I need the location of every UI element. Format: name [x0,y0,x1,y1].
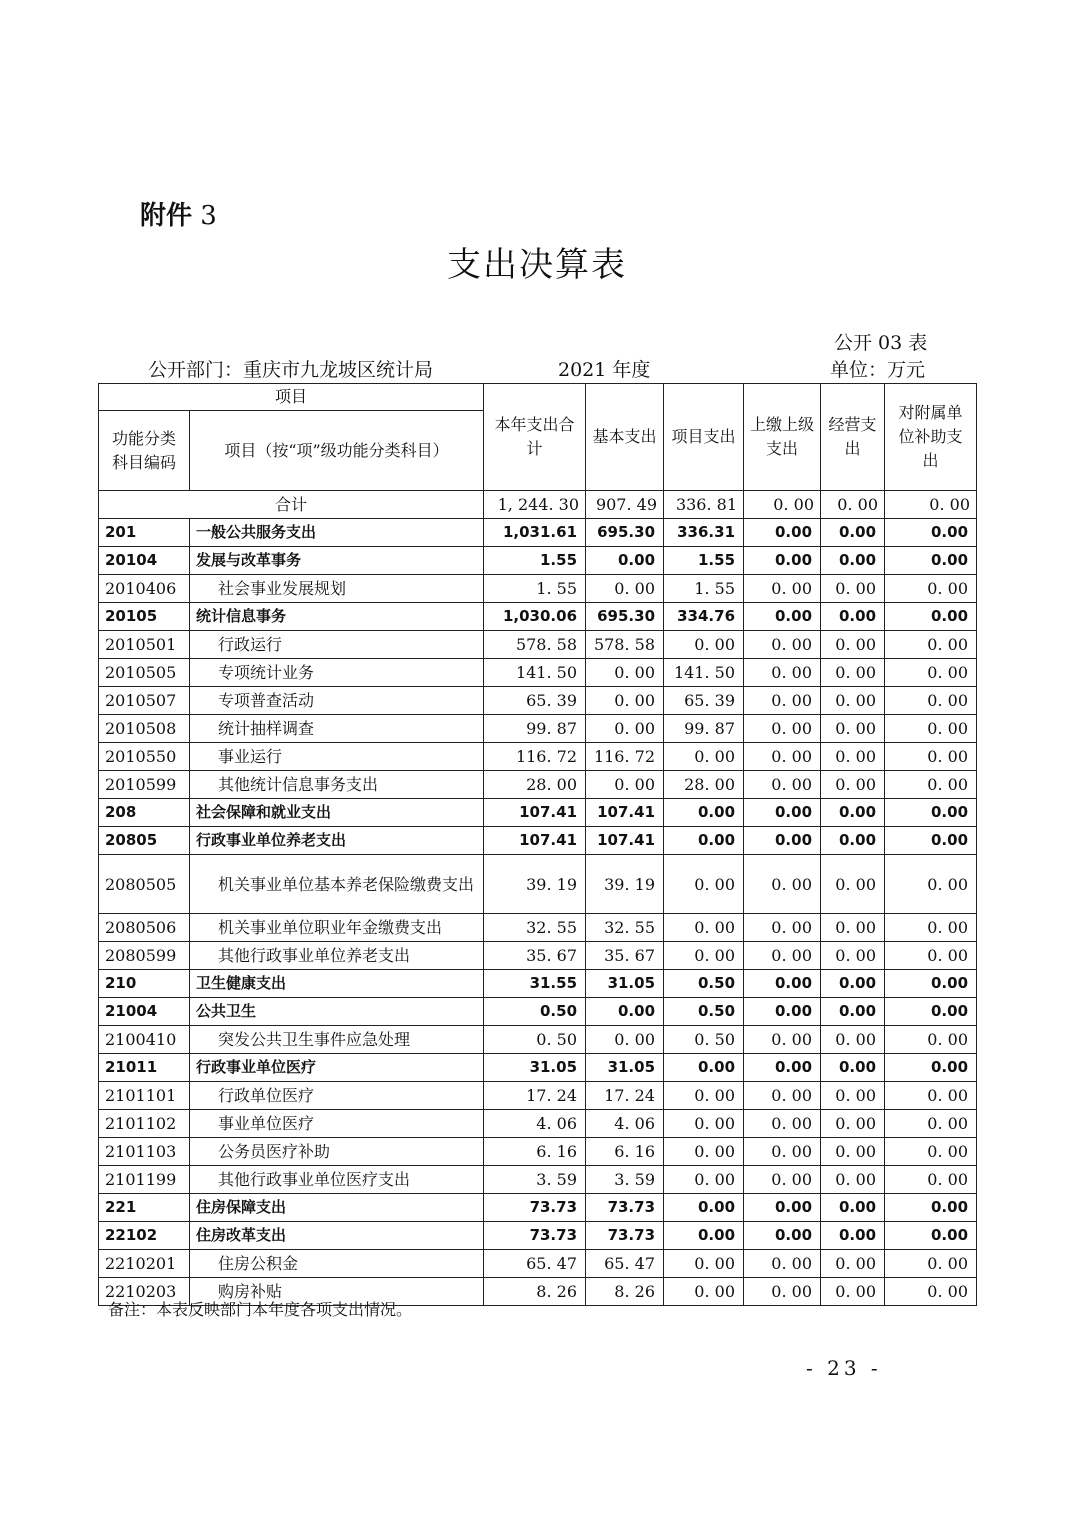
row-value: 0. 00 [885,631,977,659]
row-code: 2101101 [99,1082,190,1110]
table-row [99,1082,977,1110]
row-value: 0.00 [744,547,821,575]
header-subsidiary: 对附属单位补助支出 [885,384,977,491]
row-value: 578. 58 [484,631,586,659]
row-code: 2010406 [99,575,190,603]
row-value: 1,031.61 [484,519,586,547]
row-value: 0. 00 [885,1250,977,1278]
row-value: 0. 00 [821,1166,885,1194]
row-value: 0. 00 [586,771,664,799]
row-name: 社会保障和就业支出 [190,799,484,827]
row-value: 0. 00 [744,1278,821,1306]
row-code: 20805 [99,827,190,855]
row-value: 0.00 [744,519,821,547]
table-row [99,1222,977,1250]
row-value: 1.55 [664,547,744,575]
header-code: 功能分类科目编码 [99,411,190,491]
header-total: 本年支出合计 [484,384,586,491]
attachment-number: 3 [200,201,217,231]
row-value: 0. 00 [664,1082,744,1110]
row-code: 2010550 [99,743,190,771]
row-name: 其他行政事业单位养老支出 [190,942,484,970]
row-code: 2080599 [99,942,190,970]
header-project: 项目支出 [664,384,744,491]
row-value: 0. 00 [744,715,821,743]
row-code: 201 [99,519,190,547]
header-business: 经营支出 [821,384,885,491]
table-row [99,575,977,603]
row-code: 221 [99,1194,190,1222]
row-value: 0. 00 [885,1026,977,1054]
row-value: 0.00 [821,1054,885,1082]
row-name: 专项普查活动 [190,687,484,715]
row-value: 73.73 [586,1194,664,1222]
row-value: 0. 00 [744,914,821,942]
row-value: 0. 00 [586,687,664,715]
row-value: 0.00 [885,603,977,631]
table-row [99,659,977,687]
row-value: 0.00 [821,603,885,631]
row-name: 事业单位医疗 [190,1110,484,1138]
row-value: 73.73 [484,1222,586,1250]
table-row [99,942,977,970]
row-value: 0. 50 [664,1026,744,1054]
row-value: 0. 00 [885,687,977,715]
row-name: 社会事业发展规划 [190,575,484,603]
year-label: 2021 年度 [558,359,651,381]
table-row [99,827,977,855]
total-cell: 0. 00 [885,491,977,519]
row-name: 公共卫生 [190,998,484,1026]
row-value: 8. 26 [484,1278,586,1306]
row-value: 0.00 [744,1222,821,1250]
row-value: 0.00 [744,1054,821,1082]
row-value: 0.00 [885,998,977,1026]
row-value: 0. 00 [885,1166,977,1194]
row-value: 0. 00 [821,1110,885,1138]
row-name: 购房补贴 [190,1278,484,1306]
row-value: 0.00 [744,970,821,998]
row-name: 其他行政事业单位医疗支出 [190,1166,484,1194]
row-value: 0. 00 [586,575,664,603]
table-row [99,715,977,743]
row-value: 0. 50 [484,1026,586,1054]
row-value: 6. 16 [484,1138,586,1166]
row-value: 0.50 [664,970,744,998]
row-value: 28. 00 [664,771,744,799]
attachment-label [140,195,217,232]
row-code: 2010508 [99,715,190,743]
row-value: 1. 55 [664,575,744,603]
total-cell: 0. 00 [744,491,821,519]
row-value: 0. 00 [744,1138,821,1166]
expenditure-table [98,383,977,1306]
row-code: 2100410 [99,1026,190,1054]
row-value: 334.76 [664,603,744,631]
row-value: 0. 00 [885,715,977,743]
row-value: 0.00 [885,799,977,827]
row-value: 0. 00 [744,942,821,970]
row-value: 0. 00 [664,1138,744,1166]
row-value: 0.00 [821,519,885,547]
row-value: 65. 39 [484,687,586,715]
row-name: 发展与改革事务 [190,547,484,575]
row-value: 0. 00 [885,771,977,799]
row-code: 21004 [99,998,190,1026]
row-code: 2101102 [99,1110,190,1138]
row-value: 0.00 [664,827,744,855]
row-value: 116. 72 [484,743,586,771]
row-code: 21011 [99,1054,190,1082]
row-value: 0. 00 [744,659,821,687]
row-value: 31.55 [484,970,586,998]
row-value: 0.00 [885,827,977,855]
row-value: 0. 00 [885,1082,977,1110]
footnote: 备注：本表反映部门本年度各项支出情况。 [108,1300,413,1319]
row-value: 6. 16 [586,1138,664,1166]
table-row [99,1026,977,1054]
row-code: 208 [99,799,190,827]
row-name: 公务员医疗补助 [190,1138,484,1166]
row-value: 0.00 [821,1222,885,1250]
table-row [99,799,977,827]
row-code: 2010507 [99,687,190,715]
table-row [99,1194,977,1222]
row-value: 8. 26 [586,1278,664,1306]
row-value: 32. 55 [586,914,664,942]
table-row [99,1054,977,1082]
row-value: 0.00 [821,970,885,998]
row-value: 0. 00 [744,743,821,771]
row-value: 32. 55 [484,914,586,942]
table-number: 公开 03 表 [834,332,928,354]
row-value: 0. 00 [744,575,821,603]
row-value: 0. 00 [821,1250,885,1278]
row-value: 0. 00 [821,771,885,799]
row-name: 统计抽样调查 [190,715,484,743]
row-value: 0. 00 [821,687,885,715]
row-name: 住房改革支出 [190,1222,484,1250]
unit-label: 单位：万元 [830,359,926,381]
row-value: 0.00 [744,603,821,631]
table-row [99,603,977,631]
row-value: 35. 67 [484,942,586,970]
row-value: 0. 00 [744,687,821,715]
row-value: 31.05 [484,1054,586,1082]
row-value: 0. 00 [664,914,744,942]
row-value: 0. 00 [821,1278,885,1306]
header-name: 项目（按“项”级功能分类科目） [190,411,484,491]
row-value: 35. 67 [586,942,664,970]
row-name: 行政单位医疗 [190,1082,484,1110]
row-value: 0. 00 [744,771,821,799]
row-value: 0.00 [744,998,821,1026]
row-value: 0. 00 [821,1026,885,1054]
row-code: 20105 [99,603,190,631]
row-value: 4. 06 [586,1110,664,1138]
table-row [99,631,977,659]
row-value: 0. 00 [885,942,977,970]
row-value: 0.00 [664,1222,744,1250]
table-row [99,743,977,771]
row-value: 31.05 [586,970,664,998]
total-cell: 907. 49 [586,491,664,519]
row-value: 107.41 [484,799,586,827]
row-value: 0. 00 [821,855,885,914]
row-value: 0.00 [885,547,977,575]
row-value: 28. 00 [484,771,586,799]
row-value: 99. 87 [484,715,586,743]
row-value: 3. 59 [484,1166,586,1194]
table-row [99,914,977,942]
row-value: 0. 00 [821,914,885,942]
row-name: 行政事业单位养老支出 [190,827,484,855]
row-value: 65. 47 [586,1250,664,1278]
row-value: 0.00 [821,998,885,1026]
row-name: 行政事业单位医疗 [190,1054,484,1082]
row-value: 0. 00 [664,1166,744,1194]
row-code: 2010599 [99,771,190,799]
row-name: 突发公共卫生事件应急处理 [190,1026,484,1054]
row-name: 事业运行 [190,743,484,771]
row-value: 0. 00 [664,855,744,914]
row-value: 0. 00 [586,1026,664,1054]
row-name: 专项统计业务 [190,659,484,687]
row-value: 0. 00 [664,1110,744,1138]
row-value: 65. 39 [664,687,744,715]
table-row [99,687,977,715]
row-value: 65. 47 [484,1250,586,1278]
row-name: 行政运行 [190,631,484,659]
header-basic: 基本支出 [586,384,664,491]
row-value: 0. 00 [664,942,744,970]
row-value: 0. 00 [885,575,977,603]
row-value: 0.00 [885,1222,977,1250]
row-value: 0. 00 [885,914,977,942]
row-code: 22102 [99,1222,190,1250]
row-value: 0. 00 [821,715,885,743]
row-value: 0. 00 [821,1138,885,1166]
row-value: 0. 00 [744,631,821,659]
row-value: 17. 24 [484,1082,586,1110]
header-item-group: 项目 [99,384,484,411]
row-value: 3. 59 [586,1166,664,1194]
row-value: 0. 00 [744,1166,821,1194]
total-cell: 336. 81 [664,491,744,519]
row-name: 其他统计信息事务支出 [190,771,484,799]
row-code: 2101103 [99,1138,190,1166]
table-row [99,771,977,799]
row-value: 0.00 [744,1194,821,1222]
row-code: 2210201 [99,1250,190,1278]
row-value: 0.00 [885,1194,977,1222]
page-number: - 23 - [806,1356,882,1380]
row-value: 0. 00 [664,1278,744,1306]
row-value: 0. 00 [664,631,744,659]
table-row [99,1138,977,1166]
row-value: 99. 87 [664,715,744,743]
row-name: 一般公共服务支出 [190,519,484,547]
row-value: 0.00 [821,827,885,855]
table-row [99,1110,977,1138]
row-code: 2080505 [99,855,190,914]
row-value: 0. 00 [885,659,977,687]
row-value: 0. 00 [821,942,885,970]
row-value: 1,030.06 [484,603,586,631]
row-value: 0.00 [821,547,885,575]
row-name: 住房公积金 [190,1250,484,1278]
table-row [99,998,977,1026]
row-value: 0. 00 [885,1278,977,1306]
total-cell: 1, 244. 30 [484,491,586,519]
row-value: 0.00 [885,519,977,547]
row-value: 0. 00 [744,1250,821,1278]
row-value: 0.00 [664,799,744,827]
row-value: 39. 19 [484,855,586,914]
row-value: 0. 00 [664,743,744,771]
row-value: 107.41 [586,827,664,855]
table-row [99,547,977,575]
total-row [99,491,977,519]
department-label: 公开部门：重庆市九龙坡区统计局 [148,359,434,381]
table-row [99,1166,977,1194]
row-value: 0.00 [821,1194,885,1222]
row-value: 0.00 [586,547,664,575]
total-cell: 0. 00 [821,491,885,519]
row-value: 0.00 [885,970,977,998]
row-value: 0.50 [484,998,586,1026]
table-row [99,1250,977,1278]
row-code: 210 [99,970,190,998]
row-value: 0. 00 [664,1250,744,1278]
row-value: 0.00 [586,998,664,1026]
row-value: 0. 00 [821,631,885,659]
row-value: 0.50 [664,998,744,1026]
row-code: 20104 [99,547,190,575]
row-name: 住房保障支出 [190,1194,484,1222]
attachment-word: 附件 [140,201,193,231]
row-value: 0.00 [885,1054,977,1082]
row-value: 1. 55 [484,575,586,603]
row-value: 0. 00 [586,715,664,743]
row-value: 107.41 [586,799,664,827]
row-value: 0.00 [664,1054,744,1082]
row-value: 0.00 [744,799,821,827]
row-code: 2210203 [99,1278,190,1306]
row-value: 141. 50 [664,659,744,687]
row-name: 机关事业单位基本养老保险缴费支出 [190,855,484,914]
row-code: 2010505 [99,659,190,687]
row-value: 695.30 [586,519,664,547]
row-value: 0. 00 [744,1110,821,1138]
page-title: 支出决算表 [447,245,627,285]
row-value: 0. 00 [821,1082,885,1110]
row-value: 0.00 [664,1194,744,1222]
row-value: 578. 58 [586,631,664,659]
row-name: 卫生健康支出 [190,970,484,998]
row-value: 0. 00 [821,743,885,771]
row-name: 统计信息事务 [190,603,484,631]
row-value: 0. 00 [586,659,664,687]
row-value: 73.73 [586,1222,664,1250]
row-value: 695.30 [586,603,664,631]
row-value: 73.73 [484,1194,586,1222]
row-value: 0. 00 [885,743,977,771]
header-upper: 上缴上级支出 [744,384,821,491]
row-value: 1.55 [484,547,586,575]
row-value: 141. 50 [484,659,586,687]
row-value: 4. 06 [484,1110,586,1138]
row-value: 336.31 [664,519,744,547]
row-value: 0. 00 [885,1138,977,1166]
row-code: 2080506 [99,914,190,942]
row-value: 116. 72 [586,743,664,771]
table-row [99,970,977,998]
row-value: 0. 00 [744,855,821,914]
row-value: 107.41 [484,827,586,855]
row-value: 0. 00 [744,1082,821,1110]
row-code: 2010501 [99,631,190,659]
row-value: 0. 00 [744,1026,821,1054]
row-code: 2101199 [99,1166,190,1194]
row-value: 31.05 [586,1054,664,1082]
total-label: 合计 [99,491,484,519]
row-name: 机关事业单位职业年金缴费支出 [190,914,484,942]
row-value: 0. 00 [885,855,977,914]
table-row [99,855,977,914]
row-value: 0. 00 [821,659,885,687]
row-value: 39. 19 [586,855,664,914]
row-value: 0. 00 [821,575,885,603]
row-value: 0. 00 [885,1110,977,1138]
row-value: 17. 24 [586,1082,664,1110]
table-row [99,519,977,547]
row-value: 0.00 [821,799,885,827]
row-value: 0.00 [744,827,821,855]
